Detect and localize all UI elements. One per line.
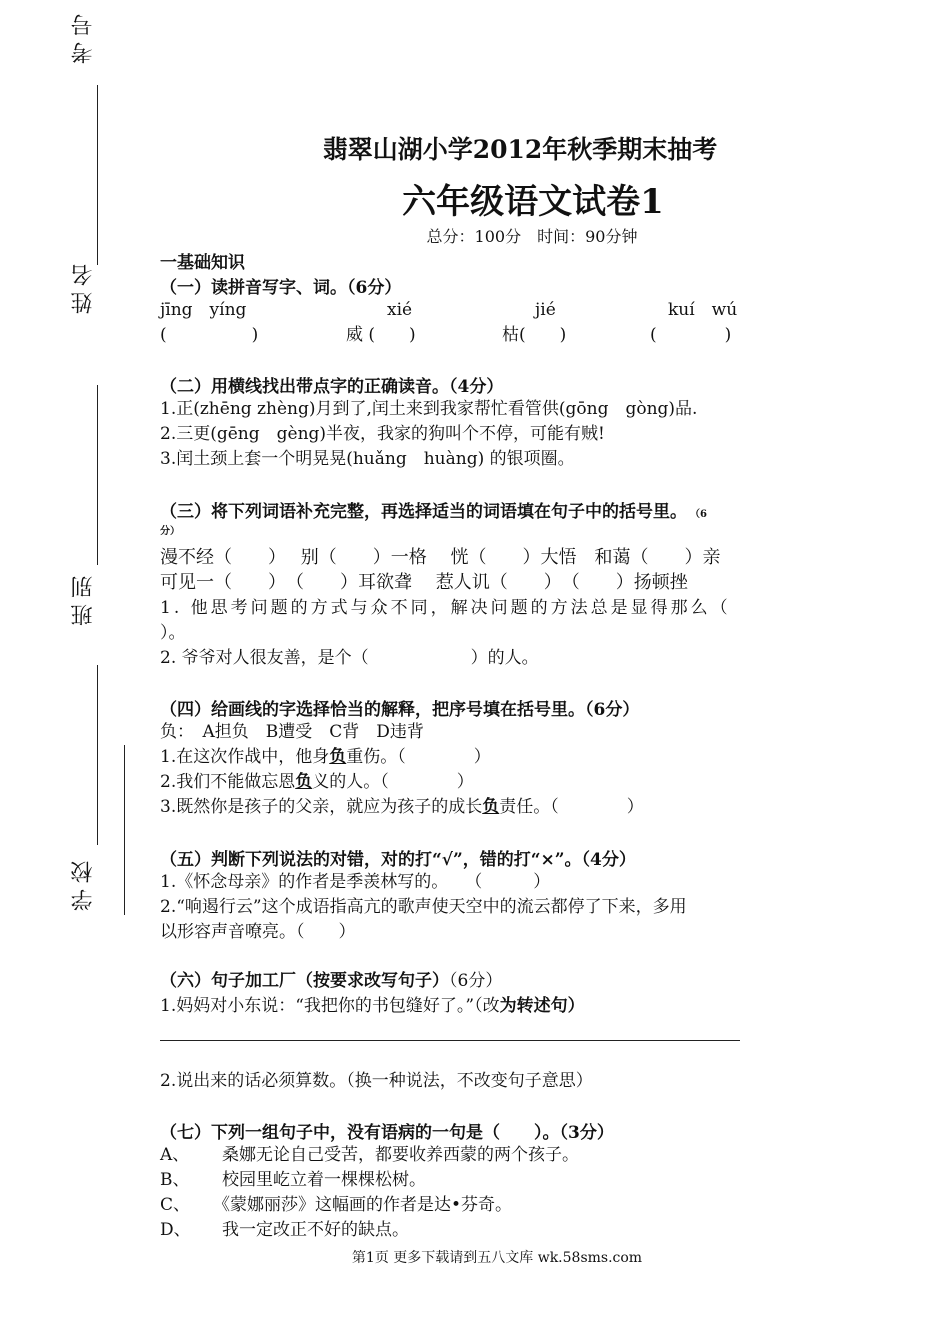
- q7-option-d-label: D、: [160, 1220, 191, 1240]
- q3-score-a: （6: [695, 509, 707, 520]
- q7-option-c-text: 《蒙娜丽莎》这幅画的作者是达•芬奇。: [213, 1195, 513, 1215]
- q2-line-1: 1.正(zhēng zhèng)月到了,闰土来到我家帮忙看管供(gōng gòng)品.: [160, 399, 698, 419]
- q2-title: （二）用横线找出带点字的正确读音。（4分）: [160, 377, 504, 397]
- q5-line-2a: 2.“响遏行云”这个成语指高亢的歌声使天空中的流云都停了下来，多用: [160, 897, 687, 917]
- q4-l1-post: 重伤。（ ）: [346, 747, 491, 767]
- page-title: 六年级语文试卷1: [402, 182, 664, 222]
- q1-blank-3: 枯( ): [502, 325, 567, 345]
- q7-option-c-label: C、: [160, 1195, 191, 1215]
- q3-title-text: （三）将下列词语补充完整，再选择适当的词语填在句子中的括号里。: [160, 502, 687, 522]
- score-time: 总分：100分 时间：90分钟: [426, 227, 638, 246]
- q6-l1-a: 1.妈妈对小东说：“我把你的书包缝好了。”（改: [160, 996, 500, 1016]
- q4-l1-underlined: 负: [329, 747, 347, 767]
- q6-title-a: （六）句子加工厂（按要求改写句子）: [160, 971, 449, 991]
- q6-answer-line: [160, 1040, 740, 1041]
- q5-line-1: 1.《怀念母亲》的作者是季羡林写的。 （ ）: [160, 872, 551, 892]
- line-banbie: [97, 665, 98, 845]
- q7-option-b-label: B、: [160, 1170, 190, 1190]
- q2-line-2: 2.三更(gēng gèng)半夜，我家的狗叫个不停，可能有贼!: [160, 424, 605, 444]
- q4-l2-post: 义的人。（ ）: [312, 772, 474, 792]
- label-kaohao: 考号: [71, 8, 96, 64]
- q3-score-b: 分）: [160, 526, 180, 537]
- q2-line-3: 3.闰土颈上套一个明晃晃(huǎng huàng) 的银项圈。: [160, 449, 575, 469]
- q4-l2-pre: 2.我们不能做忘恩: [160, 772, 296, 792]
- part-title: 一基础知识: [160, 253, 245, 273]
- q4-options: 负： A担负 B遭受 C背 D违背: [160, 722, 424, 742]
- q1-pinyin-1: jīng yíng: [160, 300, 247, 320]
- q3-sentence-1a: 1. 他思考问题的方式与众不同，解决问题的方法总是显得那么（: [160, 598, 731, 618]
- q4-l3-underlined: 负: [482, 797, 500, 817]
- q1-blank-2: 威 ( ): [346, 325, 416, 345]
- q6-l1-b: 为转述句）: [499, 996, 585, 1016]
- label-banbie: 班别: [71, 570, 96, 626]
- q7-option-a-label: A、: [160, 1145, 190, 1165]
- q3-sentence-1b: ）。: [160, 623, 186, 643]
- school-line: 翡翠山湖小学2012年秋季期末抽考: [322, 135, 718, 164]
- q5-title: （五）判断下列说法的对错，对的打“√”，错的打“×”。（4分）: [160, 850, 636, 870]
- label-xuexiao: 学校: [71, 855, 96, 911]
- q1-pinyin-4: kuí wú: [668, 300, 738, 320]
- q4-line-2: [160, 770, 474, 795]
- q1-title: （一）读拼音写字、词。（6分）: [160, 278, 402, 298]
- q6-title-b: （6分）: [449, 971, 503, 991]
- q1-blank-1: ( ): [160, 325, 259, 345]
- q4-l3-post: 责任。（ ）: [499, 797, 644, 817]
- q6-title: [160, 969, 502, 994]
- q3-sentence-2: 2. 爷爷对人很友善，是个（ ）的人。: [160, 648, 539, 668]
- q7-title: （七）下列一组句子中，没有语病的一句是（ ）。（3分）: [160, 1123, 614, 1143]
- q3-row-2: 可见一（ ） （ ）耳欲聋 惹人讥（ ） （ ）扬顿挫: [160, 572, 688, 593]
- q6-line-2: 2.说出来的话必须算数。（换一种说法，不改变句子意思）: [160, 1071, 593, 1091]
- q7-option-a-text: 桑娜无论自己受苦，都要收养西蒙的两个孩子。: [222, 1145, 579, 1165]
- q3-row-1: 漫不经（ ） 别（ ）一格 恍（ ）大悟 和蔼（ ）亲: [160, 547, 721, 568]
- q4-l2-underlined: 负: [295, 772, 313, 792]
- q4-line-1: [160, 745, 491, 770]
- q1-pinyin-3: jié: [535, 300, 556, 320]
- q1-blank-4: ( ): [650, 325, 732, 345]
- q3-title: [160, 497, 707, 522]
- q4-l1-pre: 1.在这次作战中，他身: [160, 747, 330, 767]
- q7-option-b-text: 校园里屹立着一棵棵松树。: [222, 1170, 426, 1190]
- page-footer: 第1页 更多下载请到五八文库 wk.58sms.com: [351, 1250, 643, 1266]
- q4-l3-pre: 3.既然你是孩子的父亲，就应为孩子的成长: [160, 797, 483, 817]
- q5-line-2b: 以形容声音嘹亮。（ ）: [160, 922, 356, 942]
- q4-title: （四）给画线的字选择恰当的解释，把序号填在括号里。（6分）: [160, 700, 640, 720]
- line-xingming: [97, 385, 98, 565]
- q6-line-1: [160, 994, 585, 1019]
- label-xingming: 姓名: [71, 258, 96, 314]
- line-xuexiao-a: [124, 745, 125, 915]
- q1-pinyin-2: xié: [387, 300, 413, 320]
- q7-option-d-text: 我一定改正不好的缺点。: [222, 1220, 409, 1240]
- q4-line-3: [160, 795, 644, 820]
